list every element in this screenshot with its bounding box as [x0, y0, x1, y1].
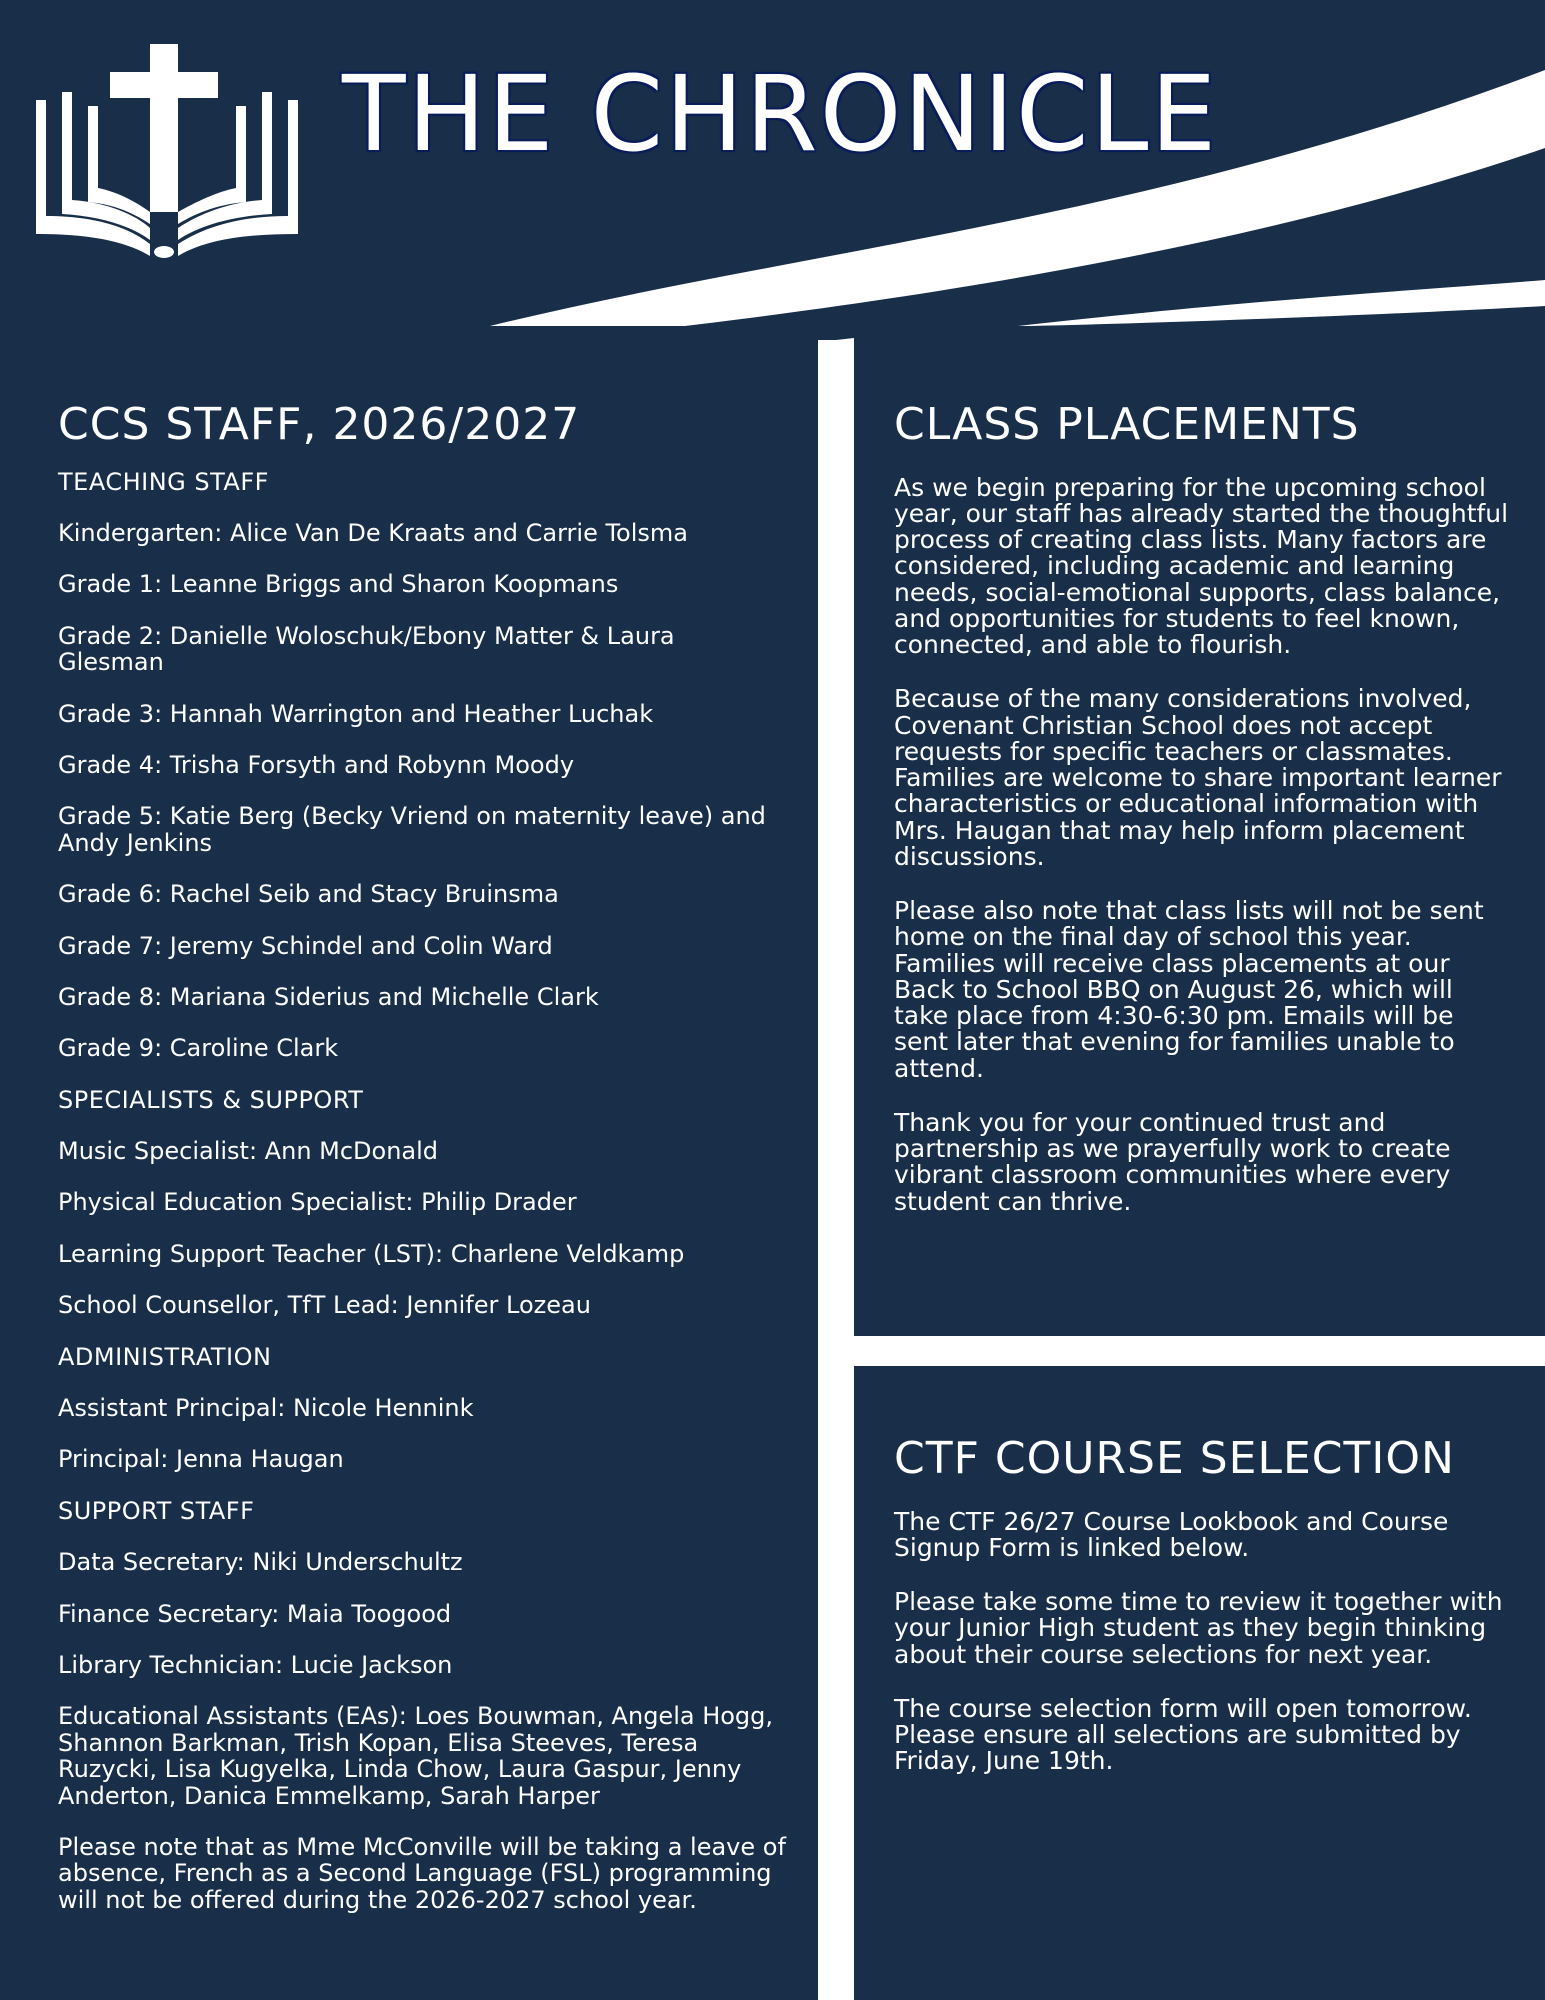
teaching-staff-heading: TEACHING STAFF: [58, 467, 269, 496]
administration-heading: ADMINISTRATION: [58, 1342, 272, 1371]
cross-open-book-icon: [32, 44, 302, 260]
newsletter-title: THE CHRONICLE: [342, 53, 1219, 175]
class-placements-title: CLASS PLACEMENTS: [894, 399, 1360, 450]
fsl-note: Please note that as Mme McConville will be taking a leave of absence, French as a Second Language (FSL) programming will not be offered during the 2026-2027 school year.: [58, 1832, 786, 1914]
right-section-divider: [818, 1336, 1545, 1366]
class-placements-section: [894, 400, 1509, 1243]
staff-line: Grade 5: Katie Berg (Becky Vriend on maternity leave) and Andy Jenkins: [58, 802, 766, 857]
staff-line: Grade 4: Trisha Forsyth and Robynn Moody: [58, 750, 575, 779]
ctf-paragraph: Please take some time to review it together with your Junior High student as they begin thinking about their course selections for next year.: [894, 1587, 1503, 1669]
placements-paragraph: Because of the many considerations involved, Covenant Christian School does not accept requests for specific teachers or classmates. Families are welcome to share important learner characteristics or educational information with Mrs. Haugan that may help inform placement discussions.: [894, 684, 1502, 871]
specialists-heading: SPECIALISTS & SUPPORT: [58, 1085, 364, 1114]
ctf-paragraph: The course selection form will open tomorrow. Please ensure all selections are submitted by Friday, June 19th.: [894, 1693, 1472, 1776]
staff-line: Educational Assistants (EAs): Loes Bouwman, Angela Hogg, Shannon Barkman, Trish Kopan, Elisa Steeves, Teresa Ruzycki, Lisa Kugyelka, Linda Chow, Laura Gaspur, Jenny Anderton, Danica Emmelkamp, Sarah Harper: [58, 1702, 774, 1810]
placements-paragraph: As we begin preparing for the upcoming school year, our staff has already started the thoughtful process of creating class lists. Many factors are considered, including academic and learning needs, social-emotional supports, class balance, and opportunities for students to feel known, connected, and able to flourish.: [894, 472, 1509, 660]
staff-line: Principal: Jenna Haugan: [58, 1445, 344, 1474]
staff-line: Learning Support Teacher (LST): Charlene Veldkamp: [58, 1239, 685, 1268]
staff-line: Grade 9: Caroline Clark: [58, 1034, 339, 1063]
ctf-paragraph: The CTF 26/27 Course Lookbook and Course Signup Form is linked below.: [894, 1506, 1449, 1562]
ctf-course-selection-section: [894, 1434, 1509, 1803]
placements-paragraph: Please also note that class lists will not be sent home on the final day of school this year. Families will receive class placements at our Back to School BBQ on August 26, which will take place from 4:30-6:30 pm. Emails will be sent later that evening for families unable to attend.: [894, 896, 1484, 1083]
placements-paragraph: Thank you for your continued trust and partnership as we prayerfully work to create vibrant classroom communities where every student can thrive.: [894, 1107, 1451, 1216]
ctf-course-selection-title: CTF COURSE SELECTION: [894, 1433, 1455, 1484]
staff-line: Assistant Principal: Nicole Hennink: [58, 1394, 474, 1423]
staff-line: Kindergarten: Alice Van De Kraats and Carrie Tolsma: [58, 518, 688, 547]
staff-line: Music Specialist: Ann McDonald: [58, 1137, 439, 1166]
support-staff-heading: SUPPORT STAFF: [58, 1496, 255, 1525]
staff-line: Physical Education Specialist: Philip Drader: [58, 1188, 577, 1217]
staff-line: School Counsellor, TfT Lead: Jennifer Lozeau: [58, 1291, 591, 1320]
masthead: [0, 0, 1545, 340]
staff-line: Grade 1: Leanne Briggs and Sharon Koopmans: [58, 570, 619, 599]
staff-section-title: CCS STAFF, 2026/2027: [58, 399, 581, 450]
staff-line: Grade 2: Danielle Woloschuk/Ebony Matter & Laura Glesman: [58, 621, 675, 677]
staff-line: Finance Secretary: Maia Toogood: [58, 1599, 452, 1628]
divider-cap-decoration: [818, 338, 854, 348]
staff-line: Grade 3: Hannah Warrington and Heather Luchak: [58, 699, 654, 728]
staff-line: Library Technician: Lucie Jackson: [58, 1650, 453, 1679]
staff-line: Grade 6: Rachel Seib and Stacy Bruinsma: [58, 880, 559, 909]
staff-line: Data Secretary: Niki Underschultz: [58, 1548, 463, 1577]
column-divider: [818, 340, 854, 2000]
staff-line: Grade 7: Jeremy Schindel and Colin Ward: [58, 931, 553, 960]
staff-line: Grade 8: Mariana Siderius and Michelle Clark: [58, 982, 599, 1011]
staff-section: [58, 400, 788, 1938]
